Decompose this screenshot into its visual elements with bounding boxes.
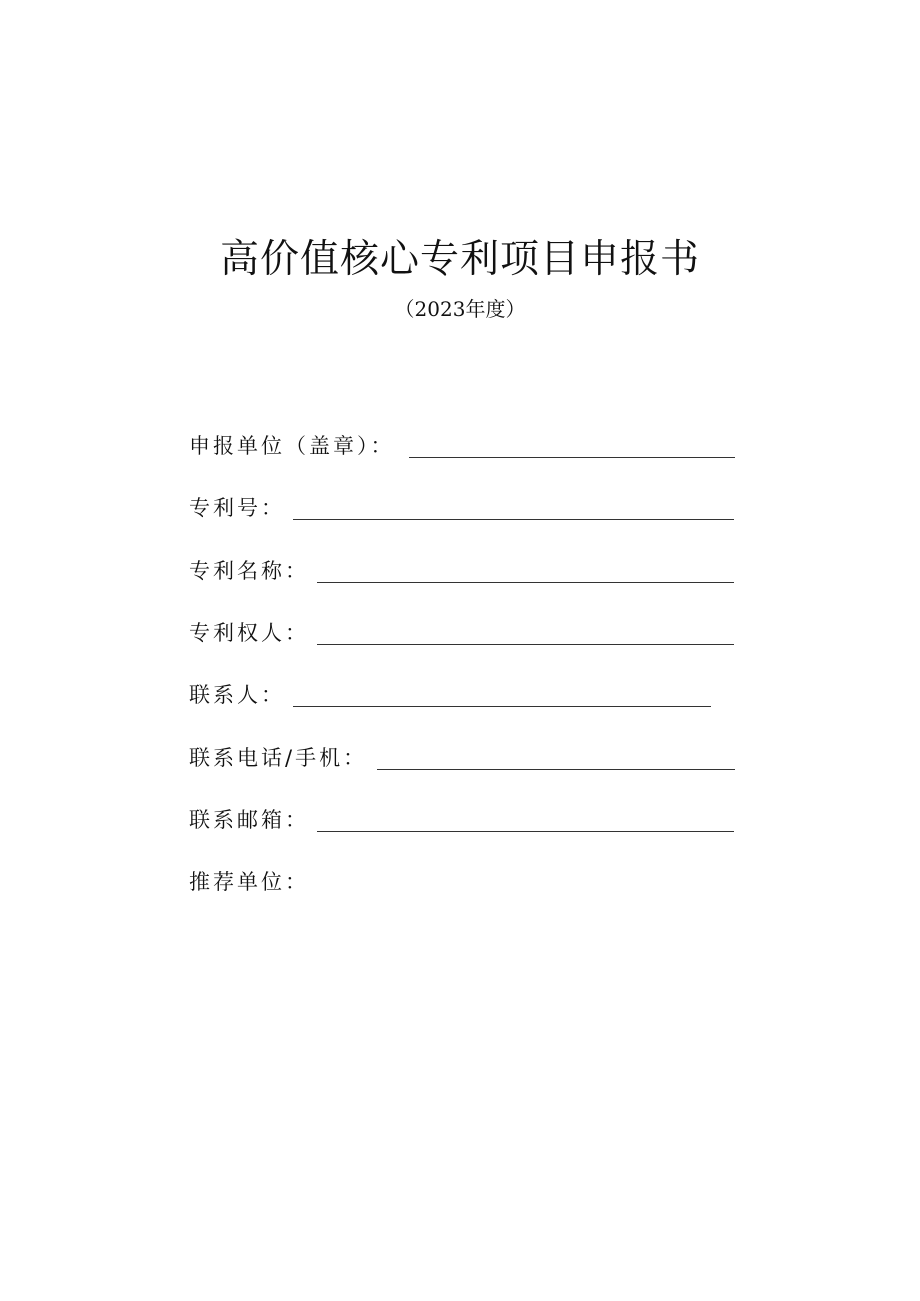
patent-number-input-line[interactable]: [293, 518, 734, 520]
contact-person-input-line[interactable]: [293, 705, 711, 707]
field-patent-name: [189, 553, 734, 585]
field-contact-person: [189, 677, 711, 709]
field-label-recommending-unit: 推荐单位：: [189, 870, 309, 894]
field-applicant-unit: [189, 428, 735, 460]
document-subtitle: （2023年度）: [394, 297, 526, 321]
patentee-input-line[interactable]: [317, 643, 734, 645]
field-label-contact-email: 联系邮箱：: [189, 808, 309, 832]
document-title: 高价值核心专利项目申报书: [219, 237, 700, 282]
field-label-patentee: 专利权人：: [189, 621, 309, 645]
patent-name-input-line[interactable]: [317, 581, 734, 583]
field-label-patent-name: 专利名称：: [189, 559, 309, 583]
contact-phone-input-line[interactable]: [377, 768, 735, 770]
contact-email-input-line[interactable]: [317, 830, 734, 832]
field-recommending-unit: [189, 864, 309, 896]
field-label-patent-number: 专利号：: [189, 496, 285, 520]
field-label-applicant-unit: 申报单位（盖章）：: [189, 434, 395, 458]
field-patentee: [189, 615, 734, 647]
field-contact-email: [189, 802, 734, 834]
field-patent-number: [189, 490, 734, 522]
applicant-unit-input-line[interactable]: [409, 456, 735, 458]
field-contact-phone: [189, 740, 735, 772]
field-label-contact-person: 联系人：: [189, 683, 285, 707]
field-label-contact-phone: 联系电话/手机：: [189, 746, 368, 770]
